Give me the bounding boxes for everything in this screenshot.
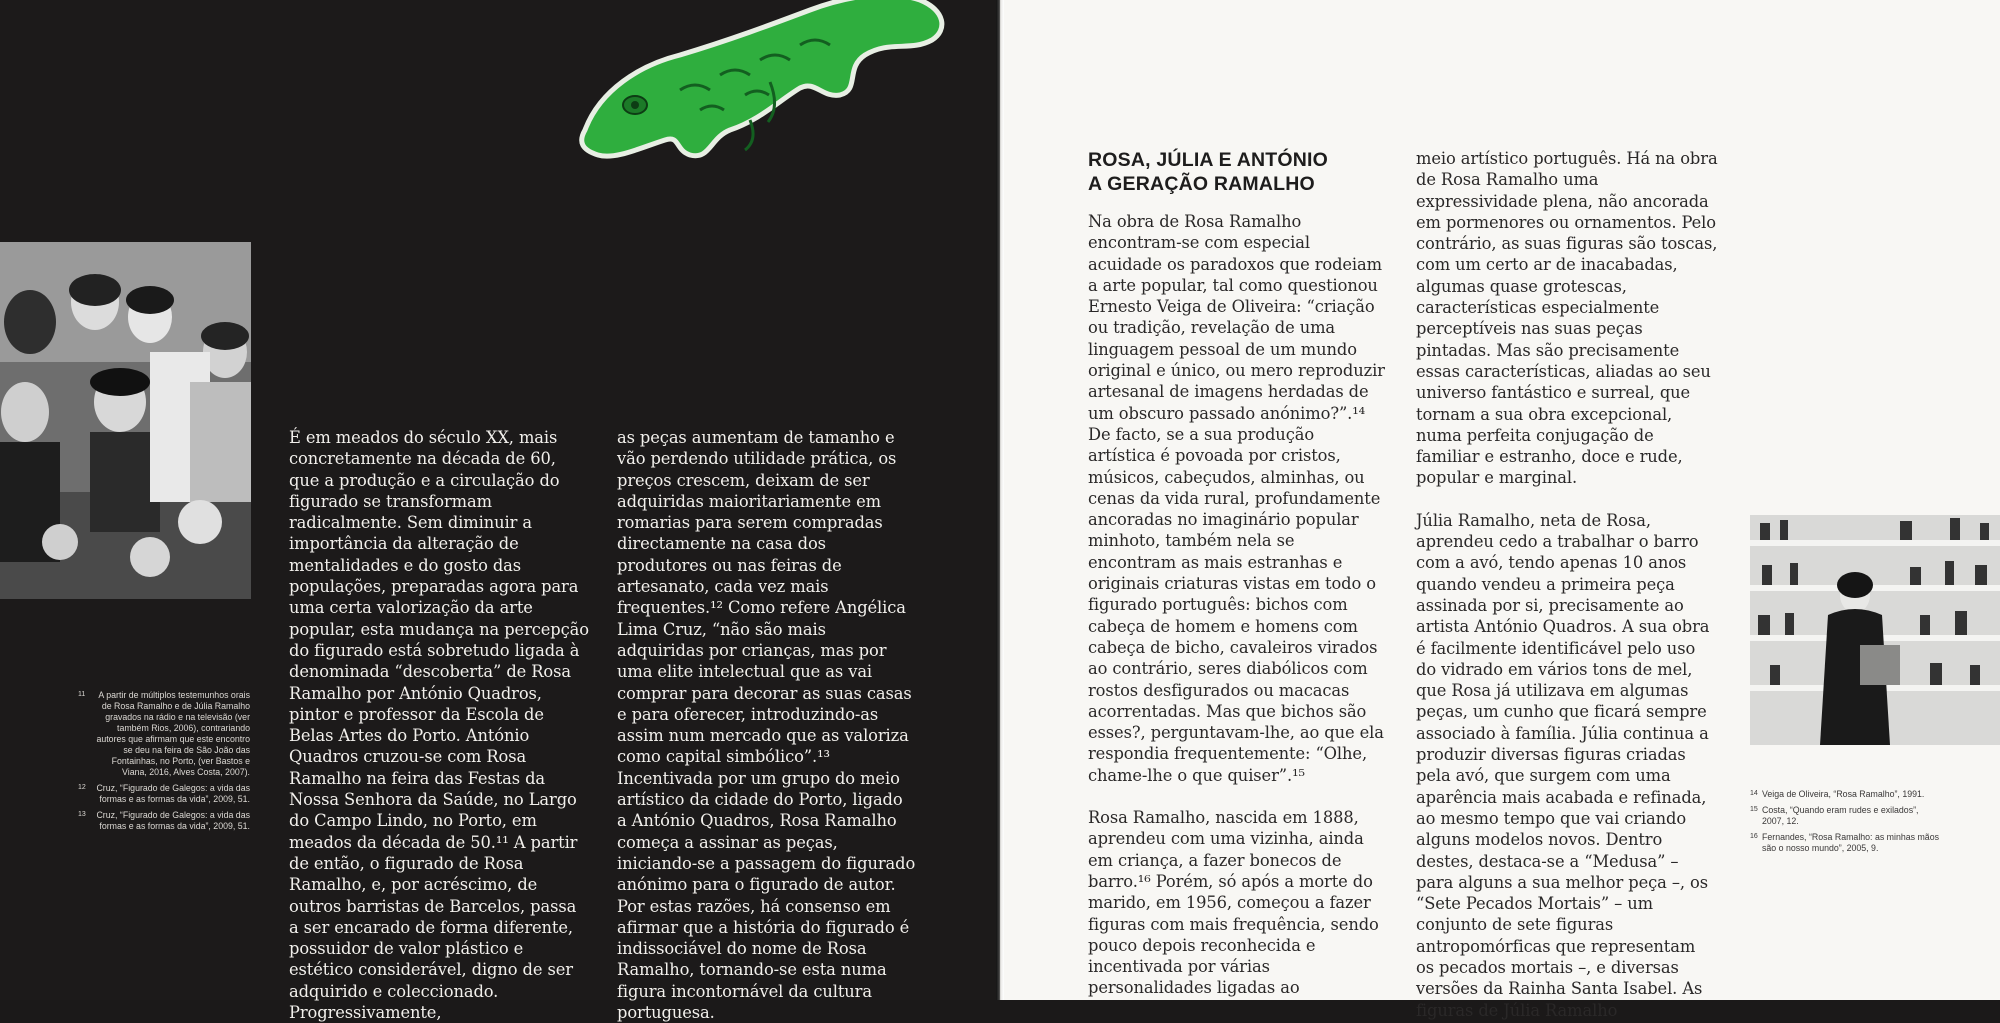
footnote: 15 Costa, “Quando eram rudes e exilados”, 2007, 12. [1750, 805, 1919, 826]
paragraph: Na obra de Rosa Ramalho encontram-se com especial acuidade os paradoxos que rodeiam a arte popular, tal como questionou Ernesto Veiga de Oliveira: “criação ou tradição, revelação de uma linguagem pessoal de um mundo original e único, ou mero reproduzir artesanal de imagens herdadas de um obscuro passado anónimo?”.¹⁴ De facto, se a sua produção artística é povoada por cristos, músicos, cabeçudos, alminhas, ou cenas da vida rural, profundamente ancoradas no imaginário popular minhoto, também nela se encontram as mais estranhas e originais criaturas vistas em todo o figurado português: bichos com cabeça de homem e homens com cabeça de bicho, cavaleiros virados ao contrário, seres diabólicos com rostos desfigurados ou macacas acorrentadas. Mas que bichos são esses?, perguntavam-lhe, ao que ela respondia frequentemente: “Olhe, chame-lhe o que quiser”.¹⁵ [1088, 212, 1385, 785]
footnote: 16 Fernandes, “Rosa Ramalho: as minhas mãos são o nosso mundo”, 2005, 9. [1750, 832, 1939, 853]
black-white-photo-crowd-at-fair [0, 242, 251, 599]
left-column-1 [289, 427, 589, 1023]
paragraph: Júlia Ramalho, neta de Rosa, aprendeu cedo a trabalhar o barro com a avó, tendo apenas 10 anos quando vendeu a primeira peça assinada por si, precisamente ao artista António Quadros. A sua obra é facilmente identificável pelo uso do vidrado em vários tons de mel, que Rosa já utilizava em algumas peças, um cunho que ficará sempre associado à família. Júlia continua a produzir diversas figuras criadas pela avó, que surgem com uma aparência mais acabada e refinada, ao mesmo tempo que vai criando alguns modelos novos. Dentro destes, destaca-se a “Medusa” – para alguns a sua melhor peça –, os “Sete Pecados Mortais” – um conjunto de sete figuras antropomórficas que representam os pecados mortais –, e diversas versões da Rainha Santa Isabel. As figuras de Júlia Ramalho [1416, 510, 1710, 1020]
book-spine [996, 0, 1004, 1000]
paragraph: as peças aumentam de tamanho e vão perdendo utilidade prática, os preços crescem, deixam de ser adquiridas maioritariamente em romarias para serem compradas directamente na casa dos produtores ou nas feiras de artesanato, cada vez mais frequentes.¹² Como refere Angélica Lima Cruz, “não são mais adquiridas por crianças, mas por uma elite intelectual que as vai comprar para decorar as suas casas e para oferecer, introduzindo-as assim num mercado que as valoriza como capital simbólico”.¹³ Incentivada por um grupo do meio artístico da cidade do Porto, ligado a António Quadros, Rosa Ramalho começa a assinar as peças, iniciando-se a passagem do figurado anónimo para o figurado de autor. Por estas razões, há consenso em afirmar que a história do figurado é indissociável do nome de Rosa Ramalho, tornando-se esta numa figura incontornável da cultura portuguesa. [617, 428, 916, 1023]
footnotes-right [1750, 789, 1940, 859]
right-column-2 [1416, 148, 1718, 1021]
footnotes-left [78, 690, 250, 837]
footnote: 14 Veiga de Oliveira, “Rosa Ramalho”, 1991. [1750, 789, 1925, 799]
black-white-photo-woman-with-figurine-shelves [1750, 515, 2000, 745]
section-heading: ROSA, JÚLIA E ANTÓNIO A GERAÇÃO RAMALHO [1088, 149, 1329, 195]
footnote: 13 Cruz, “Figurado de Galegos: a vida das formas e as formas da vida”, 2009, 51. [78, 810, 250, 831]
right-column-1 [1088, 211, 1385, 999]
paragraph: Rosa Ramalho, nascida em 1888, aprendeu com uma vizinha, ainda em criança, a fazer bonecos de barro.¹⁶ Porém, só após a morte do marido, em 1956, começou a fazer figuras com mais frequência, sendo pouco depois reconhecida e incentivada por várias personalidades ligadas ao [1088, 808, 1379, 998]
paragraph: É em meados do século XX, mais concretamente na década de 60, que a produção e a circulação do figurado se transformam radicalmente. Sem diminuir a importância da alteração de mentalidades e do gosto das populações, preparadas agora para uma certa valorização da arte popular, esta mudança na percepção do figurado está sobretudo ligada à denominada “descoberta” de Rosa Ramalho por António Quadros, pintor e professor da Escola de Belas Artes do Porto. António Quadros cruzou-se com Rosa Ramalho na feira das Festas da Nossa Senhora da Saúde, no Largo do Campo Lindo, no Porto, em meados da década de 50.¹¹ A partir de então, o figurado de Rosa Ramalho, e, por acréscimo, de outros barristas de Barcelos, passa a ser encarado de forma diferente, possuidor de valor plástico e estético considerável, digno de ser adquirido e coleccionado. Progressivamente, [289, 428, 589, 1023]
footnote: 11 A partir de múltiplos testemunhos orais de Rosa Ramalho e de Júlia Ramalho gravados na rádio e na televisão (ver também Rios, 2006), contrariando autores que afirmam que este encontro se deu na feira de São João das Fontainhas, no Porto, (ver Bastos e Viana, 2016, Alves Costa, 2007). [78, 690, 250, 777]
left-column-2 [617, 427, 917, 1023]
paragraph: meio artístico português. Há na obra de Rosa Ramalho uma expressividade plena, não ancorada em pormenores ou ornamentos. Pelo contrário, as suas figuras são toscas, com um certo ar de inacabadas, algumas quase grotescas, características especialmente perceptíveis nas suas peças pintadas. Mas são precisamente essas características, aliadas ao seu universo fantástico e surreal, que tornam a sua obra excepcional, numa perfeita conjugação de familiar e estranho, doce e rude, popular e marginal. [1416, 149, 1718, 488]
green-ceramic-lizard-figure [560, 0, 950, 200]
footnote: 12 Cruz, “Figurado de Galegos: a vida das formas e as formas da vida”, 2009, 51. [78, 783, 250, 804]
lizard-body [582, 0, 942, 156]
